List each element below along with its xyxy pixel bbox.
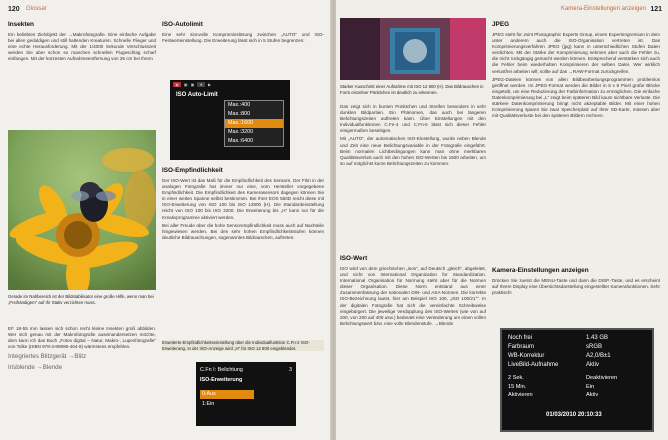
heading-iso-empfindlichkeit: ISO-Empfindlichkeit — [162, 167, 223, 174]
right-column-2 — [492, 18, 660, 121]
kamera-text: Drücken Sie zuerst die MENU-Taste und dann die DISP.-Taste, und es erscheint auf Ihrem Display eine Übersichtsdarstellung eingestellter Kamerafunktionen. Sehr praktisch! — [492, 278, 661, 296]
settings-label: Farbraum — [508, 344, 535, 350]
settings-label: 15 Min. — [508, 383, 527, 390]
photo-caption: Gerade im Nahbereich ist der Bildstabilisator eine große Hilfe, wenn man bei „Freihändigem“ auf Ihr Stativ verzichten muss. — [8, 294, 154, 305]
right-column-2-kamera — [492, 264, 660, 298]
page-number-left: 120 — [8, 6, 20, 13]
menu-option-800[interactable]: Max.:800 — [228, 111, 251, 117]
settings-row — [508, 343, 646, 352]
settings-value: Ein — [586, 383, 595, 390]
top-caption: Starker Ausschnitt einer Aufnahme mit ISO 12 800 (H). Das Bildrauschen in Form einzelner Pünktchen ist deutlich zu erkennen. — [340, 84, 484, 95]
settings-value: 1.43 GB — [586, 335, 609, 341]
settings-value: Aktiv — [586, 362, 600, 368]
left-page — [0, 0, 333, 440]
fn-caption: Erweiterte Empfindlichkeitseinstellung über die Individualfunktion C.Fn-2 ISO-Erweiterung. In der ISO-Anzeige wird „H“ für ISO 12 800 eingeblendet. — [162, 340, 324, 351]
intro-text: Ein beliebtes Zielobjekt der →Makrofotografie. Eine einfache Aufgabe bei allen geduldigen und still haltenden Kreaturen. Schnelle Flieger und eine echte Herausforderung. Mit der 1/4000 Sekunde Verschlusszeit werden Sie aber schon so manchen schnellen Flugeschlag scharf einfangen. Mit der kürzesten Aufnahmeentfernung von 25 cm bei Ihrem — [8, 32, 156, 62]
cfn-screen — [196, 362, 296, 426]
iso-auto-limit-screen — [170, 80, 290, 160]
cfn-title: C.Fn I: Belichtung — [200, 367, 243, 373]
settings-value: Aktiv — [586, 392, 599, 398]
cfn-option-on[interactable]: 1:Ein — [202, 401, 215, 407]
cfn-function-name: ISO-Erweiterung — [200, 377, 243, 383]
page-number-right: 121 — [650, 6, 662, 13]
heading-kamera-einstellungen: Kamera-Einstellungen anzeigen — [492, 267, 589, 274]
menu-option-1600-selected[interactable]: Max.:1600 — [225, 119, 283, 128]
menu-options — [224, 100, 284, 147]
settings-label: WB-Korrektur — [508, 353, 545, 359]
link-irisblende: Irisblende →Blende — [8, 364, 63, 372]
settings-value: Deaktivieren — [586, 375, 618, 381]
settings-list — [508, 334, 646, 370]
column-2-iso — [162, 164, 324, 243]
iso-auto-text: Eine sehr sinnvolle Kompromisslösung zwischen „AUTO“ und ISO-Festwerteinstellung. Die Erweiterung lässt sich in 5 Stufen begrenzen: — [162, 32, 324, 44]
heading-insekten: Insekten — [8, 21, 34, 28]
menu-title: ISO Auto-Limit — [176, 92, 218, 98]
settings-value: sRGB — [586, 344, 603, 350]
heading-iso-wert: ISO-Wert — [340, 255, 368, 262]
bottom-text: EF 18-55 mm lassen sich schon recht kleine Insekten groß abbilden. Wer sich genau mit der Makrofotografie auseinandersetzen möchte, dem kann ich das Buch „Fotos digital – Natur, Makro-, Lupenfotografie“ von Tolke (ISBN 978-3-89995-464-9) wärmstens empfehlen. — [8, 326, 156, 350]
settings-label: Noch frei — [508, 335, 533, 341]
right-column-1-iso — [340, 252, 486, 329]
iso-empf-text: Der ISO-Wert ist das Maß für die Empfindlichkeit des Sensors. Der Film in der analogen Fotografie hat immer nur eine, vom Hersteller vorgegebene Empfindlichkeit. Die Empfindlichkeit des Kamerasensors dagegen können Sie in einer weiten Spanne selbst bestimmen. Bei Ihrer EOS 550D reicht diese mit ISO-Erweiterung von ISO 100 bis ISO 12800 (H). Die Standardeinstellung reicht von ISO 100 bis ISO 3200. Die Erweiterung bis „H“ kann nur für die Kreativprogramme aktiviert werden. — [162, 178, 324, 220]
settings-date: 01/03/2010 20:10:33 — [546, 412, 602, 418]
mid-text-2: Mit „AUTO“, der automatischen ISO-Einstellung, wurde neben Blende und Zeit eine neue Belichtungsvariable in der Fotografie eingeführt. Beim normalen Lichtbedingungen kann man ohne merkbaren Qualitätsverlust auch mit den hohen ISO-Werten bis 1600 arbeiten, um so auf möglichst kurze Belichtungszeiten zu kommen. — [340, 136, 486, 166]
heading-jpeg: JPEG — [492, 21, 510, 28]
right-page — [336, 0, 668, 440]
settings-row — [508, 383, 646, 392]
settings-row — [508, 391, 646, 400]
menu-option-3200[interactable]: Max.:3200 — [228, 129, 254, 135]
menu-option-400[interactable]: Max.:400 — [228, 102, 251, 108]
settings-row — [508, 374, 646, 383]
settings-value: A2,0/B±1 — [586, 353, 611, 359]
heading-iso-autolimit: ISO-Autolimit — [162, 21, 203, 28]
settings-label: 2 Sek. — [508, 375, 524, 381]
settings-label: LiveBild-Aufnahme — [508, 362, 559, 368]
iso-empf-text-2: Bei aller Freude über die hohe Sensorempfindlichkeit muss auch auf Nachteile hingewiesen werden. Bei den sehr hohen Empfindlichkeitsstufen können deutliche Bildrauschungen, sogenanntes Bildrauschen, auftreten. — [162, 222, 324, 240]
settings-row — [508, 352, 646, 361]
iso-wert-text: ISO wird von dem griechischen „isos“, auf Deutsch „gleich“, abgeleitet, und nicht von International Organization for Standardization. International Organisation für Normung steht aber für die Normen dieser Organisation. Diese Norm entstand aus einer Zusammenfassung der nationalen DIN- und ASA-Normen. Die korrekte ISO-Bezeichnung lautet, hier am Beispiel ISO 100, „ISO 100/21°“. In der digitalen Fotografie hat sich die vereinfachte Schreibweise eingebürgert. Die jeweilige Verdopplung des ISO-Wertes (wie von auf 200, von 200 auf 400 usw.) bedeutet eine Veränderung um einen vollen Belichtungswert bzw. eine volle Blendenstufe. →Blende — [340, 266, 486, 326]
jpeg-text-2: JPEG-Dateien können von allen Bildbearbeitungsprogrammen problemlos geöffnet werden. Im JPEG-Format werden die Bilder in 8 x 8 Pixel große Blöcke eingeteilt, um eine Reduzierung der Farbinformation zu ermöglichen. Die einfache Datenkomprimierung bei „L“ zeigt beim späteren Bild kaum sichtbare Verluste. Die stärkere Datenkomprimierung bringt nicht akzeptable Bilder. Mit einer hohen Komprimierung sparen Sie zwar Speicherplatz auf Ihrer SD-Karte, müssen aber mit Qualitätsverluste bei den späteren Bildern rechnen. — [492, 76, 660, 119]
cfn-option-off[interactable]: 0:Aus — [200, 390, 254, 399]
link-integriertes-blitzgeraet: Integriertes Blitzgerät →Blitz — [8, 353, 87, 361]
noise-sample-photo — [340, 18, 486, 80]
right-column-1 — [340, 104, 486, 169]
running-head: Kamera-Einstellungen anzeigen — [560, 6, 646, 12]
camera-settings-screen — [500, 328, 654, 432]
settings-status-list — [508, 374, 646, 400]
column-2 — [162, 18, 324, 46]
cfn-number: 3 — [289, 367, 292, 373]
settings-row — [508, 361, 646, 370]
bee-flower-photo — [8, 130, 156, 290]
settings-label: Aktivieren — [508, 392, 533, 398]
mid-text: Das zeigt sich in bunten Pünktchen und Streifen besonders in sehr dunklen Bildpartien. Ein Phänomen, das auch bei längeren Belichtungszeiten auftreten kann. Über Einstellungen mit den Individualfunktionen C.Fn-4 und C.Fn-5 lässt sich dieser Fehler einigermaßen beseitigen. — [340, 104, 486, 134]
settings-row — [508, 334, 646, 343]
menu-tab-icons: ▣ ▣ ▣ ★ ▶ — [175, 82, 212, 87]
section-label: Glossar — [26, 6, 47, 12]
menu-option-6400[interactable]: Max.:6400 — [228, 138, 254, 144]
column-1-bottom — [8, 326, 156, 373]
column-1 — [8, 18, 156, 64]
jpeg-text: JPEG steht für Joint Photographic Experts Group, einem Expertengremium in dem unter anderem auch die ISO-Organisation vertreten ist. Das Komprimierungsverfahren JPEG (jpg) kann in unterschiedlichen Stufen Daten verdichten. Mit der Stärke der Komprimierung nehmen aber auch die Fehler zu, die nicht rückgängig gemacht werden können. Entsprechend verstärken sich auch die Fehler beim wiederholten Komprimieren der selben Datei. Wer wirklich verlustfrei arbeiten will, sollte auf das →RAW-Format zurückgreifen. — [492, 32, 660, 74]
